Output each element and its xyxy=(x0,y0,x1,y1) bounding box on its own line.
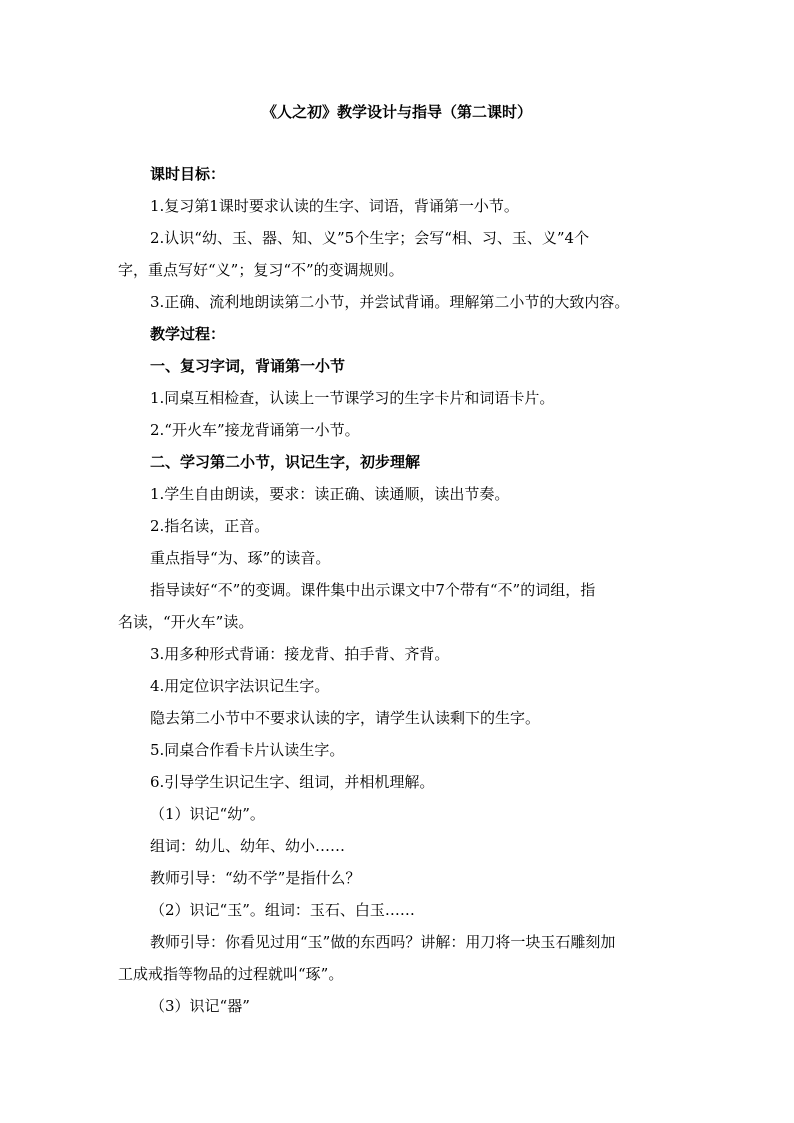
paragraph-line: 1.复习第1课时要求认读的生字、词语，背诵第一小节。 xyxy=(150,197,519,215)
paragraph-line: 名读，“开火车”读。 xyxy=(118,613,254,631)
section-heading-part-one: 一、复习字词，背诵第一小节 xyxy=(150,357,346,375)
paragraph-line: 3.正确、流利地朗读第二小节，并尝试背诵。理解第二小节的大致内容。 xyxy=(150,293,630,311)
section-heading-part-two: 二、学习第二小节，识记生字，初步理解 xyxy=(150,453,421,471)
paragraph-line: 教师引导：“幼不学”是指什么？ xyxy=(150,869,361,887)
paragraph-line: 指导读好“不”的变调。课件集中出示课文中7个带有“不”的词组，指 xyxy=(150,581,596,599)
paragraph-line: 隐去第二小节中不要求认读的字，请学生认读剩下的生字。 xyxy=(150,709,541,727)
document-title: 《人之初》教学设计与指导（第二课时） xyxy=(261,103,532,121)
paragraph-line: （1）识记“幼”。 xyxy=(150,805,265,823)
paragraph-line: 教师引导：你看见过用“玉”做的东西吗？讲解：用刀将一块玉石雕刻加 xyxy=(150,933,616,951)
paragraph-line: 字，重点写好“义”；复习“不”的变调规则。 xyxy=(118,261,404,279)
paragraph-line: 5.同桌合作看卡片认读生字。 xyxy=(150,741,345,759)
paragraph-line: 6.引导学生识记生字、组词，并相机理解。 xyxy=(150,773,435,791)
paragraph-line: 重点指导“为、琢”的读音。 xyxy=(150,549,331,567)
paragraph-line: 2.指名读，正音。 xyxy=(150,517,270,535)
paragraph-line: 1.同桌互相检查，认读上一节课学习的生字卡片和词语卡片。 xyxy=(150,389,555,407)
section-heading-process: 教学过程： xyxy=(150,325,226,343)
paragraph-line: （2）识记“玉”。组词：玉石、白玉…… xyxy=(150,901,415,919)
paragraph-line: 3.用多种形式背诵：接龙背、拍手背、齐背。 xyxy=(150,645,450,663)
paragraph-line: 2.“开火车”接龙背诵第一小节。 xyxy=(150,421,360,439)
paragraph-line: （3）识记“器” xyxy=(150,997,250,1015)
paragraph-line: 工成戒指等物品的过程就叫“琢”。 xyxy=(118,965,344,983)
paragraph-line: 4.用定位识字法识记生字。 xyxy=(150,677,330,695)
section-heading-objectives: 课时目标： xyxy=(150,165,226,183)
paragraph-line: 组词：幼儿、幼年、幼小…… xyxy=(150,837,346,855)
paragraph-line: 2.认识“幼、玉、器、知、义”5个生字；会写“相、习、玉、义”4个 xyxy=(150,229,590,247)
paragraph-line: 1.学生自由朗读，要求：读正确、读通顺，读出节奏。 xyxy=(150,485,510,503)
